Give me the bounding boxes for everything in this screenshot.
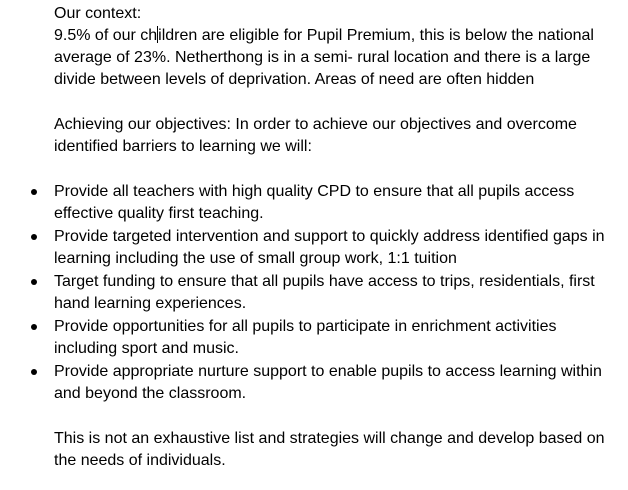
bullet-dot-icon	[31, 234, 37, 240]
bullet-marker	[29, 271, 39, 293]
list-item-3-line-1: Target funding to ensure that all pupils have access to trips, residentials, first	[54, 273, 595, 290]
list-item-2-line-1: Provide targeted intervention and support to quickly address identified gaps in	[54, 228, 605, 245]
closing-line-1: This is not an exhaustive list and strategies will change and develop based on	[54, 430, 605, 447]
context-heading: Our context:	[54, 5, 142, 22]
context-line-1-part-a: 9.5% of our ch	[54, 27, 158, 44]
context-line-1	[54, 25, 594, 47]
closing-line-2: the needs of individuals.	[54, 452, 226, 469]
list-item-5-line-1: Provide appropriate nurture support to enable pupils to access learning within	[54, 363, 602, 380]
bullet-dot-icon	[31, 369, 37, 375]
context-line-1-part-b: ildren are eligible for Pupil Premium, this is below the national	[158, 27, 594, 44]
bullet-marker	[29, 181, 39, 203]
list-item-4-line-2: including sport and music.	[54, 340, 239, 357]
list-item-3-line-2: hand learning experiences.	[54, 295, 247, 312]
bullet-dot-icon	[31, 189, 37, 195]
bullet-marker	[29, 361, 39, 383]
list-item-4-line-1: Provide opportunities for all pupils to participate in enrichment activities	[54, 318, 557, 335]
list-item-1-line-2: effective quality first teaching.	[54, 205, 264, 222]
list-item-5-line-2: and beyond the classroom.	[54, 385, 247, 402]
objectives-line-1: Achieving our objectives: In order to achieve our objectives and overcome	[54, 116, 577, 133]
context-line-3: divide between levels of deprivation. Areas of need are often hidden	[54, 71, 535, 88]
list-item-1-line-1: Provide all teachers with high quality CPD to ensure that all pupils access	[54, 183, 575, 200]
bullet-dot-icon	[31, 324, 37, 330]
bullet-marker	[29, 316, 39, 338]
bullet-marker	[29, 226, 39, 248]
objectives-line-2: identified barriers to learning we will:	[54, 138, 312, 155]
list-item-2-line-2: learning including the use of small group work, 1:1 tuition	[54, 250, 457, 267]
bullet-dot-icon	[31, 279, 37, 285]
context-line-2: average of 23%. Netherthong is in a semi- rural location and there is a large	[54, 49, 591, 66]
